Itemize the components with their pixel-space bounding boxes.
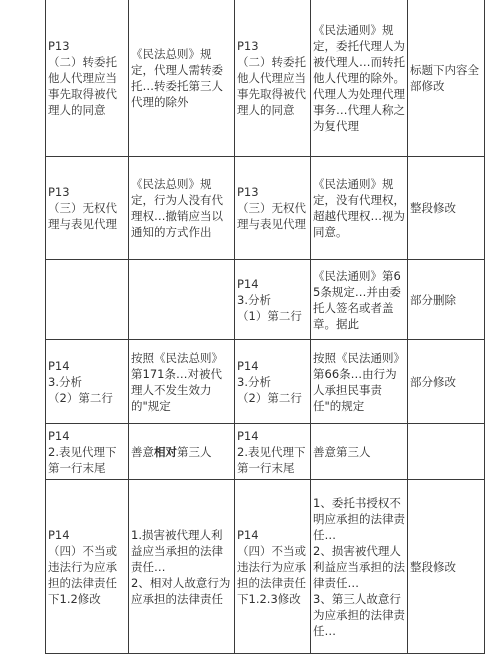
table-row — [46, 424, 485, 480]
revised-location-cell: P14 （四）不当或违法行为应承担的法律责任下1.2.3修改 — [235, 480, 311, 654]
change-type-cell: 部分删除 — [408, 260, 485, 340]
change-type-cell: 整段修改 — [408, 480, 485, 654]
original-text-plain: 善意 — [131, 444, 154, 459]
original-location-cell: P14 3.分析 （2）第二行 — [46, 340, 129, 424]
table-row — [46, 480, 485, 654]
change-type-cell: 部分修改 — [408, 340, 485, 424]
table-row — [46, 260, 485, 340]
revised-text-cell: 善意第三人 — [311, 424, 408, 480]
table-row — [46, 0, 485, 157]
revised-location-cell: P14 2.表见代理下第一行末尾 — [235, 424, 311, 480]
revision-comparison-table — [45, 0, 485, 654]
table-row — [46, 340, 485, 424]
original-location-cell: P13 （二）转委托他人代理应当事先取得被代理人的同意 — [46, 0, 129, 157]
revised-location-cell: P13 （二）转委托他人代理应当事先取得被代理人的同意 — [235, 0, 311, 157]
original-location-cell: P14 2.表见代理下第一行末尾 — [46, 424, 129, 480]
revised-text-cell: 《民法通则》规定，委托代理人为被代理人…而转托他人代理的除外。 代理人为处理代理事务…代理人称之为复代理 — [311, 0, 408, 157]
change-type-cell — [408, 424, 485, 480]
revised-location-cell: P13 （三）无权代理与表见代理 — [235, 157, 311, 260]
original-text-cell: 按照《民法总则》第171条…对被代理人不发生效力的"规定 — [129, 340, 235, 424]
original-text-cell — [129, 424, 235, 480]
change-type-cell: 整段修改 — [408, 157, 485, 260]
revised-location-cell: P14 3.分析 （2）第二行 — [235, 340, 311, 424]
revised-text-cell: 按照《民法通则》第66条…由行为人承担民事责任"的规定 — [311, 340, 408, 424]
change-type-cell: 标题下内容全部修改 — [408, 0, 485, 157]
original-text-emphasis: 相对 — [154, 444, 177, 459]
original-text-cell: 《民法总则》规定，代理人需转委托…转委托第三人代理的除外 — [129, 0, 235, 157]
revised-text-cell: 1、委托书授权不明应承担的法律责任… 2、损害被代理人利益应当承担的法律责任… 3、第三人故意行为应承担的法律责任… — [311, 480, 408, 654]
original-text-cell: 1.损害被代理人利益应当承担的法律责任… 2、相对人故意行为应承担的法律责任 — [129, 480, 235, 654]
original-text-tail: 第三人 — [177, 444, 212, 459]
original-location-cell: P13 （三）无权代理与表见代理 — [46, 157, 129, 260]
revised-text-cell: 《民法通则》第65条规定…并由委托人签名或者盖章。据此 — [311, 260, 408, 340]
original-location-cell — [46, 260, 129, 340]
original-text-cell — [129, 260, 235, 340]
table-row — [46, 157, 485, 260]
revised-text-cell: 《民法通则》规定，没有代理权，超越代理权…视为同意。 — [311, 157, 408, 260]
revised-location-cell: P14 3.分析 （1）第二行 — [235, 260, 311, 340]
original-text-cell: 《民法总则》规定，行为人没有代理权…撤销应当以通知的方式作出 — [129, 157, 235, 260]
left-margin — [0, 0, 45, 664]
original-location-cell: P14 （四）不当或违法行为应承担的法律责任下1.2修改 — [46, 480, 129, 654]
